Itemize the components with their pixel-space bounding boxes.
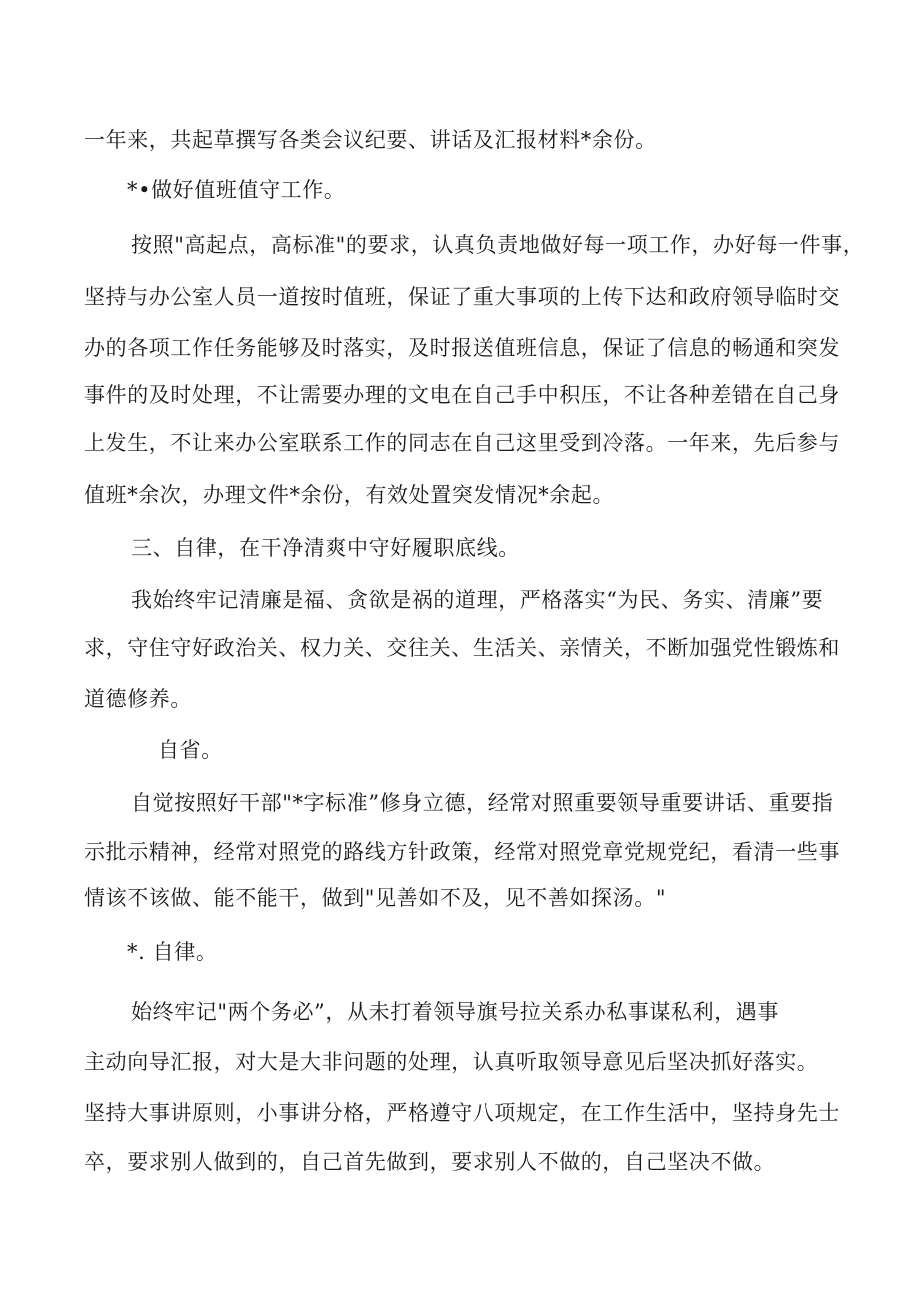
text-line-integrity-2: 求，守住守好政治关、权力关、交往关、生活关、亲情关，不断加强党性锻炼和: [84, 636, 840, 660]
text-line-reflection-1: 自觉按照好干部"*字标准”修身立德，经常对照重要领导重要讲话、重要指: [131, 791, 834, 815]
text-line-duty-4: 事件的及时处理，不让需要办理的文电在自己手中积压，不让各种差错在自己身: [84, 383, 840, 407]
text-line-summary-count: 一年来，共起草撰写各类会议纪要、讲话及汇报材料*余份。: [84, 128, 657, 152]
subheading-self-reflection: 自省。: [158, 738, 223, 762]
text-line-discipline-2: 主动向导汇报，对大是大非问题的处理，认真听取领导意见后坚决抓好落实。: [84, 1050, 819, 1074]
text-line-discipline-3: 坚持大事讲原则，小事讲分格，严格遵守八项规定，在工作生活中，坚持身先士: [84, 1101, 840, 1125]
text-line-reflection-3: 情该不该做、能不能干，做到"见善如不及，见不善如探汤。": [84, 886, 667, 910]
section-heading-duty: *•做好值班值守工作。: [127, 178, 346, 202]
text-line-discipline-4: 卒，要求别人做到的，自己首先做到，要求别人不做的，自己坚决不做。: [84, 1150, 776, 1174]
text-line-duty-6: 值班*余次，办理文件*余份，有效处置突发情况*余起。: [84, 483, 615, 507]
text-line-integrity-3: 道德修养。: [84, 687, 192, 711]
text-line-duty-3: 办的各项工作任务能够及时落实，及时报送值班信息，保证了信息的畅通和突发: [84, 336, 840, 360]
text-line-reflection-2: 示批示精神，经常对照党的路线方针政策，经常对照党章党规党纪，看清一些事: [84, 840, 840, 864]
text-line-integrity-1: 我始终牢记清廉是福、贪欲是祸的道理，严格落实“为民、务实、清廉”要: [131, 588, 824, 612]
subheading-self-discipline: *. 自律。: [127, 940, 218, 964]
text-line-duty-5: 上发生，不让来办公室联系工作的同志在自己这里受到冷落。一年来，先后参与: [84, 431, 840, 455]
text-line-duty-1: 按照"高起点，高标准"的要求，认真负责地做好每一项工作，办好每一件事，: [131, 233, 865, 257]
text-line-duty-2: 坚持与办公室人员一道按时值班，保证了重大事项的上传下达和政府领导临时交: [84, 285, 840, 309]
text-line-discipline-1: 始终牢记"两个务必”，从未打着领导旗号拉关系办私事谋私利，遇事: [131, 1000, 779, 1024]
section-heading-discipline: 三、自律，在干净清爽中守好履职底线。: [131, 536, 520, 560]
